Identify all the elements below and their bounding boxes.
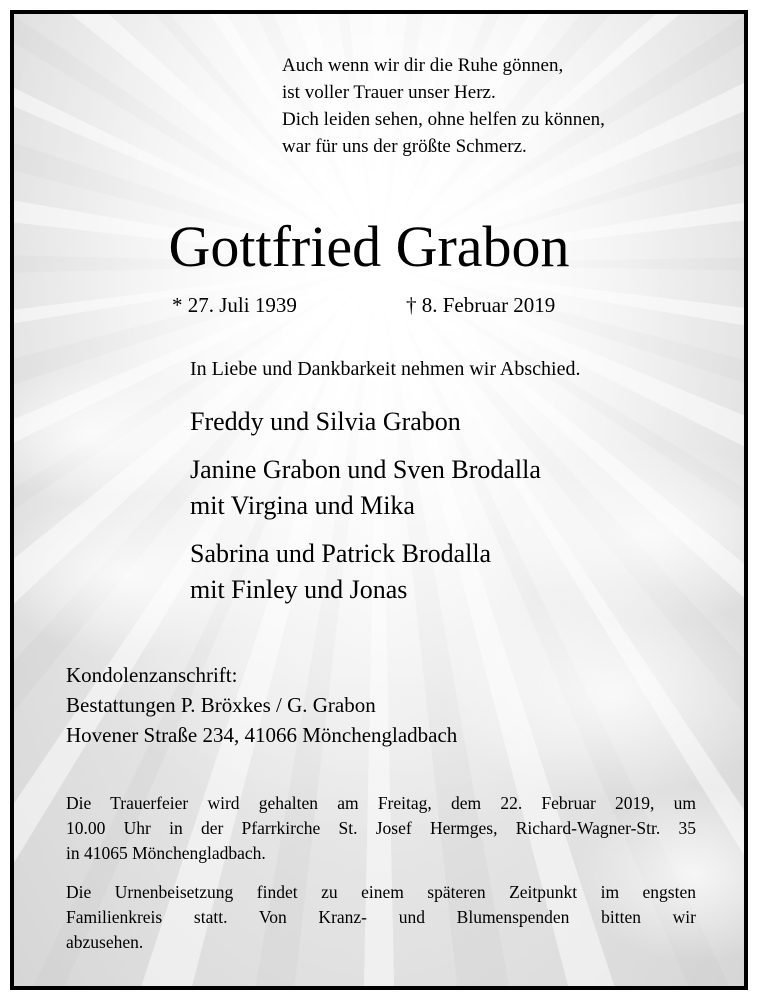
family-line: Sabrina und Patrick Brodalla (190, 539, 492, 568)
funeral-line: Die Trauerfeier wird gehalten am Freitag, dem 22. Februar 2019, um (66, 793, 696, 813)
family-group-2 (190, 452, 541, 524)
urn-line: abzusehen. (66, 932, 144, 952)
death-date: † 8. Februar 2019 (406, 293, 556, 317)
motto-line: ist voller Trauer unser Herz. (282, 82, 496, 103)
urn-line: Familienkreis statt. Von Kranz- und Blumenspenden bitten wir (66, 907, 696, 927)
condolence-label: Kondolenzanschrift: (66, 663, 238, 687)
birth-date: * 27. Juli 1939 (172, 293, 297, 317)
funeral-line: 10.00 Uhr in der Pfarrkirche St. Josef Hermges, Richard-Wagner-Str. 35 (66, 818, 696, 838)
family-line: Janine Grabon und Sven Brodalla (190, 455, 541, 484)
funeral-notice (66, 791, 696, 866)
condolence-address (66, 660, 457, 750)
deceased-name: Gottfried Grabon (168, 214, 570, 279)
motto-verse (282, 52, 605, 160)
funeral-line: in 41065 Mönchengladbach. (66, 843, 266, 863)
motto-line: war für uns der größte Schmerz. (282, 136, 527, 157)
family-group-3 (190, 536, 491, 608)
family-line: Freddy und Silvia Grabon (190, 407, 461, 436)
motto-line: Dich leiden sehen, ohne helfen zu können, (282, 109, 605, 130)
farewell-line: In Liebe und Dankbarkeit nehmen wir Abschied. (190, 358, 581, 380)
motto-line: Auch wenn wir dir die Ruhe gönnen, (282, 55, 564, 76)
obituary-frame (10, 10, 748, 990)
condolence-line: Bestattungen P. Bröxkes / G. Grabon (66, 693, 376, 717)
urn-line: Die Urnenbeisetzung findet zu einem späteren Zeitpunkt im engsten (66, 882, 696, 902)
condolence-line: Hovener Straße 234, 41066 Mönchengladbach (66, 723, 458, 747)
family-line: mit Finley und Jonas (190, 575, 408, 604)
urn-notice (66, 880, 696, 955)
family-line: mit Virgina und Mika (190, 491, 415, 520)
family-group-1 (190, 404, 461, 440)
